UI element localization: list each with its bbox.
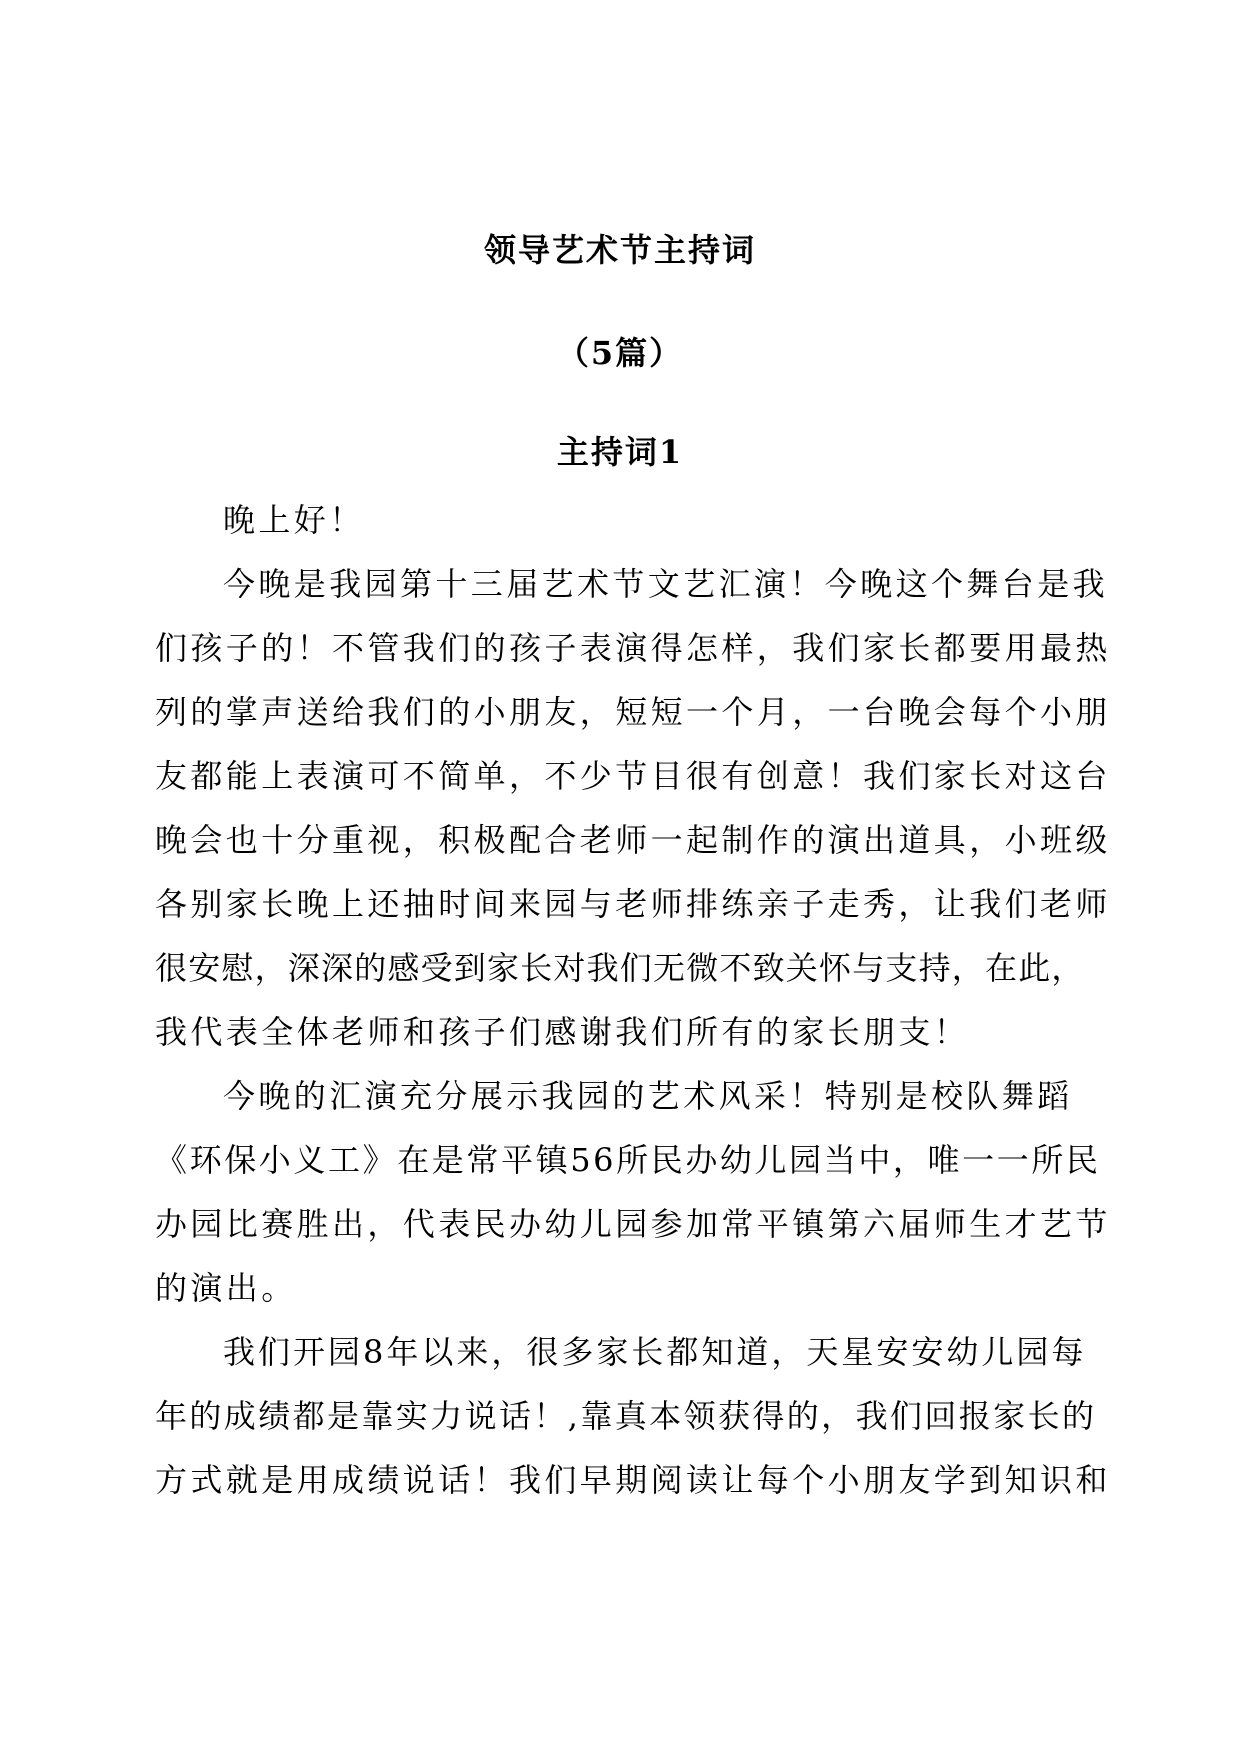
paragraph-3 (155, 1320, 1111, 1512)
document-title: 领导艺术节主持词 (483, 231, 756, 269)
paragraph-line: 晚会也十分重视，积极配合老师一起制作的演出道具，小班级 (155, 821, 1111, 859)
paragraph-line: 很安慰，深深的感受到家长对我们无微不致关怀与支持，在此， (155, 949, 1085, 987)
paragraph-line: 我代表全体老师和孩子们感谢我们所有的家长朋支！ (155, 1013, 970, 1051)
paragraph-line: 办园比赛胜出，代表民办幼儿园参加常平镇第六届师生才艺节 (155, 1205, 1111, 1243)
paragraph-line: 《环保小义工》在是常平镇56所民办幼儿园当中，唯一一所民 (155, 1141, 1101, 1179)
greeting-paragraph (155, 488, 1090, 552)
section-heading: 主持词1 (556, 433, 684, 471)
paragraph-line: 友都能上表演可不简单，不少节目很有创意！我们家长对这台 (155, 757, 1111, 795)
document-subtitle: （5篇） (556, 334, 684, 372)
paragraph-line: 年的成绩都是靠实力说话！,靠真本领获得的，我们回报家长的 (155, 1397, 1097, 1435)
paragraph-line: 各别家长晚上还抽时间来园与老师排练亲子走秀，让我们老师 (155, 885, 1111, 923)
paragraph-line: 今晚是我园第十三届艺术节文艺汇演！今晚这个舞台是我 (223, 565, 1109, 603)
paragraph-1 (155, 552, 1111, 1064)
paragraph-line: 今晚的汇演充分展示我园的艺术风采！特别是校队舞蹈 (223, 1077, 1073, 1115)
paragraph-2 (155, 1064, 1111, 1320)
paragraph-line: 列的掌声送给我们的小朋友，短短一个月，一台晚会每个小朋 (155, 693, 1111, 731)
paragraph-line: 方式就是用成绩说话！我们早期阅读让每个小朋友学到知识和 (155, 1461, 1111, 1499)
paragraph-line: 我们开园8年以来，很多家长都知道，天星安安幼儿园每 (223, 1333, 1087, 1371)
greeting-line: 晚上好！ (223, 501, 365, 539)
paragraph-line: 们孩子的！不管我们的孩子表演得怎样，我们家长都要用最热 (155, 629, 1111, 667)
paragraph-line: 的演出。 (155, 1269, 297, 1307)
